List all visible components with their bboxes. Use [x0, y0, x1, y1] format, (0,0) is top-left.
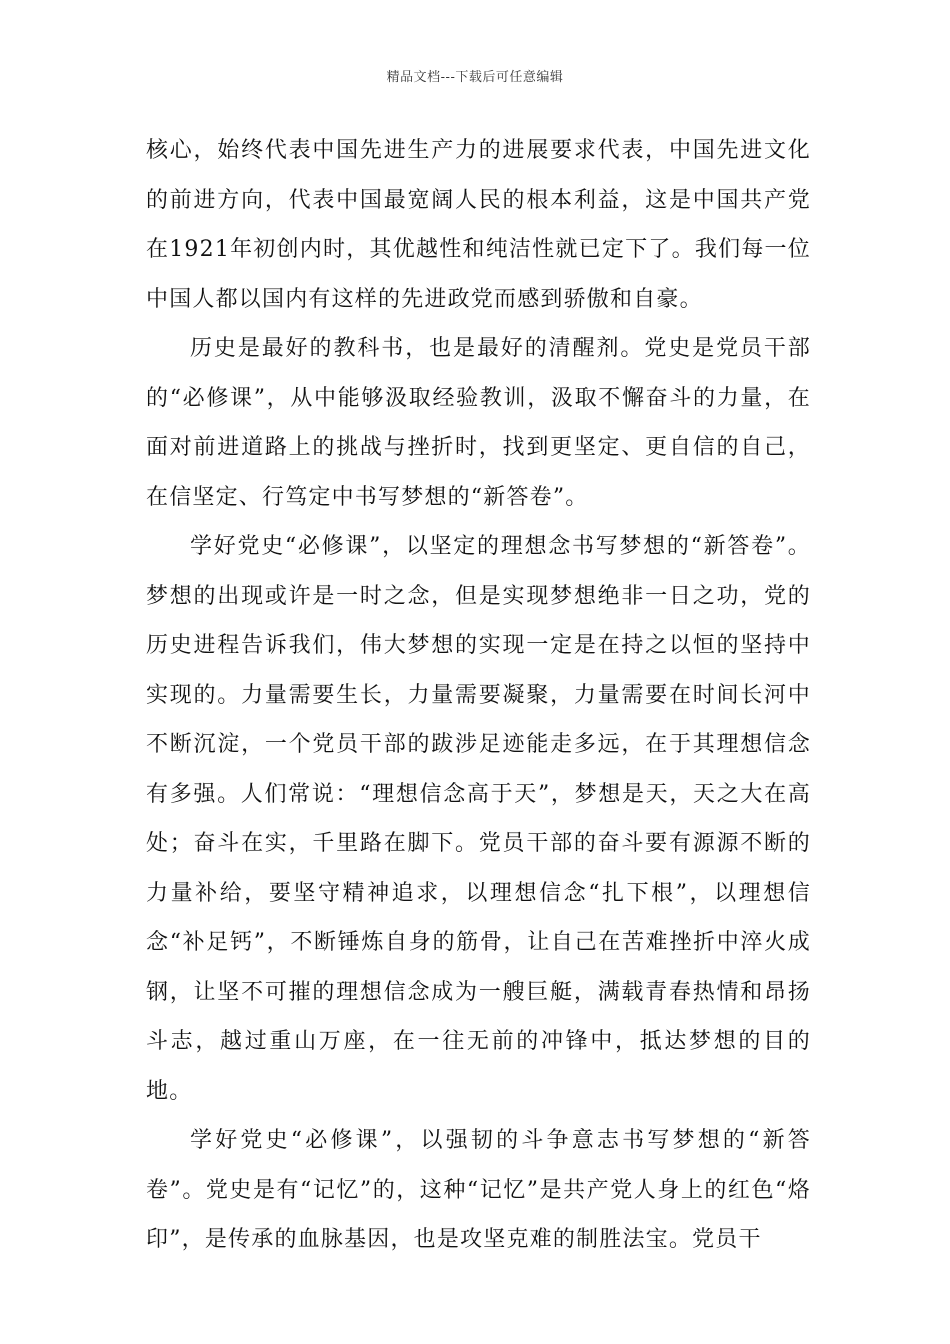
- paragraph-4: 学好党史“必修课”，以强韧的斗争意志书写梦想的“新答卷”。党史是有“记忆”的，这种“记忆”是共产党人身上的红色“烙印”，是传承的血脉基因，也是攻坚克难的制胜法宝。党员干: [146, 1128, 811, 1252]
- document-body: [146, 126, 811, 1265]
- paragraph-1: 核心，始终代表中国先进生产力的进展要求代表，中国先进文化的前进方向，代表中国最宽阔人民的根本利益，这是中国共产党在1921年初创内时，其优越性和纯洁性就已定下了。我们每一位中国人都以国内有这样的先进政党而感到骄傲和自豪。: [146, 138, 811, 312]
- paragraph-2: 历史是最好的教科书，也是最好的清醒剂。党史是党员干部的“必修课”，从中能够汲取经验教训，汲取不懈奋斗的力量，在面对前进道路上的挑战与挫折时，找到更坚定、更自信的自己，在信坚定、行笃定中书写梦想的“新答卷”。: [146, 336, 811, 510]
- page-header: 精品文档---下载后可任意编辑: [386, 70, 564, 85]
- paragraph-3: 学好党史“必修课”，以坚定的理想念书写梦想的“新答卷”。梦想的出现或许是一时之念，但是实现梦想绝非一日之功，党的历史进程告诉我们，伟大梦想的实现一定是在持之以恒的坚持中实现的。力量需要生长，力量需要凝聚，力量需要在时间长河中不断沉淀，一个党员干部的跋涉足迹能走多远，在于其理想信念有多强。人们常说：“理想信念高于天”，梦想是天，天之大在高处；奋斗在实，千里路在脚下。党员干部的奋斗要有源源不断的力量补给，要坚守精神追求，以理想信念“扎下根”，以理想信念“补足钙”，不断锤炼自身的筋骨，让自己在苦难挫折中淬火成钢，让坚不可摧的理想信念成为一艘巨艇，满载青春热情和昂扬斗志，越过重山万座，在一往无前的冲锋中，抵达梦想的目的地。: [146, 534, 811, 1104]
